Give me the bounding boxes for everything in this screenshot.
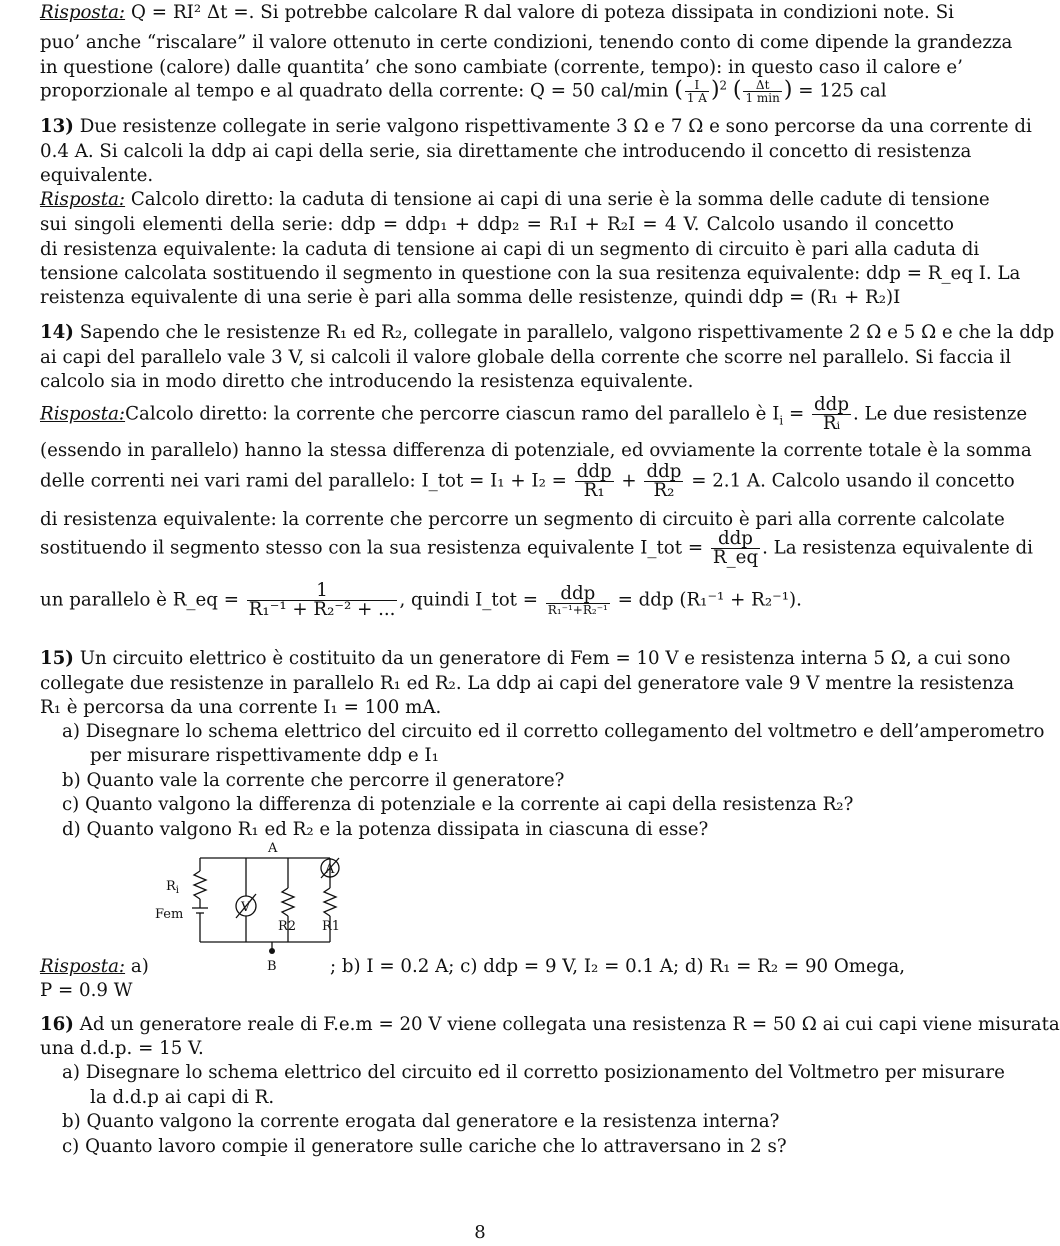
q14-line-3: calcolo sia in modo diretto che introducendo la resistenza equivalente.: [40, 371, 694, 392]
page-number: 8: [474, 1222, 486, 1243]
answer-label: Risposta:: [40, 2, 126, 23]
q13-line-1: 13) Due resistenze collegate in serie valgono rispettivamente 3 Ω e 7 Ω e sono percorse da una corrente di: [40, 116, 1032, 137]
q13-answer-3: di resistenza equivalente: la caduta di tensione ai capi di un segmento di circuito è pari alla caduta di: [40, 239, 980, 260]
q15-item-c: c) Quanto valgono la differenza di potenziale e la corrente ai capi della resistenza R₂?: [62, 794, 854, 815]
q15-line-3: R₁ è percorsa da una corrente I₁ = 100 mA.: [40, 697, 442, 718]
label-r2: R2: [278, 919, 297, 934]
q15-item-b: b) Quanto vale la corrente che percorre il generatore?: [62, 770, 565, 791]
node-label-b: B: [267, 959, 277, 974]
answer-label: Risposta:: [40, 189, 126, 210]
q16-item-a-1: a) Disegnare lo schema elettrico del circuito ed il corretto posizionamento del Voltmetro per misurare: [62, 1062, 1005, 1083]
ammeter-label: A: [325, 862, 335, 877]
q15-line-2: collegate due resistenze in parallelo R₁ ed R₂. La ddp ai capi del generatore vale 9 V mentre la resistenza: [40, 673, 1015, 694]
q14-line-1: 14) Sapendo che le resistenze R₁ ed R₂, collegate in parallelo, valgono rispettivamente 2 Ω e 5 Ω e che la ddp: [40, 322, 1055, 343]
q14-answer-2: (essendo in parallelo) hanno la stessa differenza di potenziale, ed ovviamente la corrente totale è la somma: [40, 440, 1032, 461]
top-line-3: in questione (calore) dalle quantita’ che sono cambiate (corrente, tempo): in questo caso il calore e’: [40, 57, 963, 78]
q16-item-b: b) Quanto valgono la corrente erogata dal generatore e la resistenza interna?: [62, 1111, 780, 1132]
q14-answer-5: sostituendo il segmento stesso con la sua resistenza equivalente I_tot = $\frac{\text{ddp}}{R\_eq}$ . La resistenza equivalente di: [40, 528, 1033, 569]
top-line-2: puo’ anche “riscalare” il valore ottenuto in certe condizioni, tenendo conto di come dipende la grandezza: [40, 32, 1013, 53]
q16-line-1: 16) Ad un generatore reale di F.e.m = 20 V viene collegata una resistenza R = 50 Ω ai cui capi viene misurata: [40, 1014, 1060, 1035]
voltmeter-label: V: [241, 900, 251, 915]
fraction: $\frac{\text{ddp}}{\text{R₂}}$: [646, 461, 682, 502]
q13-line-2: 0.4 A. Si calcoli la ddp ai capi della serie, sia direttamente che introducendo il concetto di resistenza: [40, 141, 972, 162]
q16-line-2: una d.d.p. = 15 V.: [40, 1038, 204, 1059]
q15-answer-power: P = 0.9 W: [40, 980, 133, 1001]
q14-answer-3: delle correnti nei vari rami del parallelo: I_tot = I₁ + I₂ = $\frac{\text{ddp}}{\text{R₁}}$ + $\frac{\text{ddp}}{\text{R₂}}$ = 2.1 A. Calcolo usando il concetto: [40, 461, 1015, 502]
q16-item-c: c) Quanto lavoro compie il generatore sulle cariche che lo attraversano in 2 s?: [62, 1136, 787, 1157]
q15-item-a-2: per misurare rispettivamente ddp e I₁: [90, 745, 439, 766]
top-line-4: proporzionale al tempo e al quadrato della corrente: Q = 50 cal/min ( $\frac{I}{1 A}$ )$^2$ ( $\frac{\Delta t}{1 \min}$ ) = 125 cal: [40, 77, 887, 105]
q13-answer-5: reistenza equivalente di una serie è pari alla somma delle resistenze, quindi ddp = (R₁ + R₂)I: [40, 287, 901, 308]
q15-item-a-1: a) Disegnare lo schema elettrico del circuito ed il corretto collegamento del voltmetro e dell’amperometro: [62, 721, 1045, 742]
q15-answer: Risposta: a): [40, 956, 149, 977]
fraction: $\frac{\text{ddp}}{R\_eq}$: [712, 528, 759, 569]
q15-line-1: 15) Un circuito elettrico è costituito da un generatore di Fem = 10 V e resistenza interna 5 Ω, a cui sono: [40, 648, 1011, 669]
q15-answer-rest: ; b) I = 0.2 A; c) ddp = 9 V, I₂ = 0.1 A; d) R₁ = R₂ = 90 Omega,: [330, 956, 906, 977]
node-label-a: A: [268, 841, 278, 856]
label-ri: $R_i$: [166, 879, 179, 896]
fraction: $\frac{\text{ddp}}{\text{Rᵢ}}$: [814, 394, 849, 435]
q14-line-2: ai capi del parallelo vale 3 V, si calcoli il valore globale della corrente che scorre nel parallelo. Si faccia il: [40, 347, 1012, 368]
fraction: $\frac{\text{ddp}}{\text{R₁⁻¹+R₂⁻¹}}$: [547, 583, 608, 618]
top-line-1: Risposta: Q = RI² Δt =. Si potrebbe calcolare R dal valore di poteza dissipata in condizioni note. Si: [40, 2, 954, 23]
q13-answer-2: sui singoli elementi della serie: ddp = ddp₁ + ddp₂ = R₁I + R₂I = 4 V. Calcolo usando il concetto: [40, 214, 954, 235]
q14-answer-1: Risposta:Calcolo diretto: la corrente che percorre ciascun ramo del parallelo è $I_i$ = $\frac{\text{ddp}}{\text{Rᵢ}}$ . Le due resistenze: [40, 394, 1028, 435]
label-fem: Fem: [155, 907, 184, 922]
q13-answer-1: Risposta: Calcolo diretto: la caduta di tensione ai capi di una serie è la somma delle cadute di tensione: [40, 189, 990, 210]
q15-item-d: d) Quanto valgono R₁ ed R₂ e la potenza dissipata in ciascuna di esse?: [62, 819, 709, 840]
answer-label: Risposta:: [40, 403, 126, 425]
q14-answer-6: un parallelo è R_eq = $\frac{1}{\text{R₁⁻¹ + R₂⁻² + ...}}$ , quindi I_tot = $\frac{\text{ddp}}{\text{R₁⁻¹+R₂⁻¹}}$ = ddp (R₁⁻¹ + R₂⁻¹).: [40, 580, 802, 621]
answer-label: Risposta:: [40, 956, 126, 977]
q13-answer-4: tensione calcolata sostituendo il segmento in questione con la sua resitenza equivalente: ddp = R_eq I. La: [40, 263, 1021, 284]
fraction: $\frac{\Delta t}{1 \min}$: [745, 78, 780, 105]
label-r1: R1: [322, 919, 341, 934]
fraction: $\frac{1}{\text{R₁⁻¹ + R₂⁻² + ...}}$: [248, 580, 396, 621]
fraction: $\frac{\text{ddp}}{\text{R₁}}$: [576, 461, 612, 502]
q16-item-a-2: la d.d.p ai capi di R.: [90, 1087, 275, 1108]
q14-answer-4: di resistenza equivalente: la corrente che percorre un segmento di circuito è pari alla corrente calcolate: [40, 509, 1005, 530]
q13-line-3: equivalente.: [40, 165, 154, 186]
fraction: $\frac{I}{1 A}$: [686, 78, 707, 105]
